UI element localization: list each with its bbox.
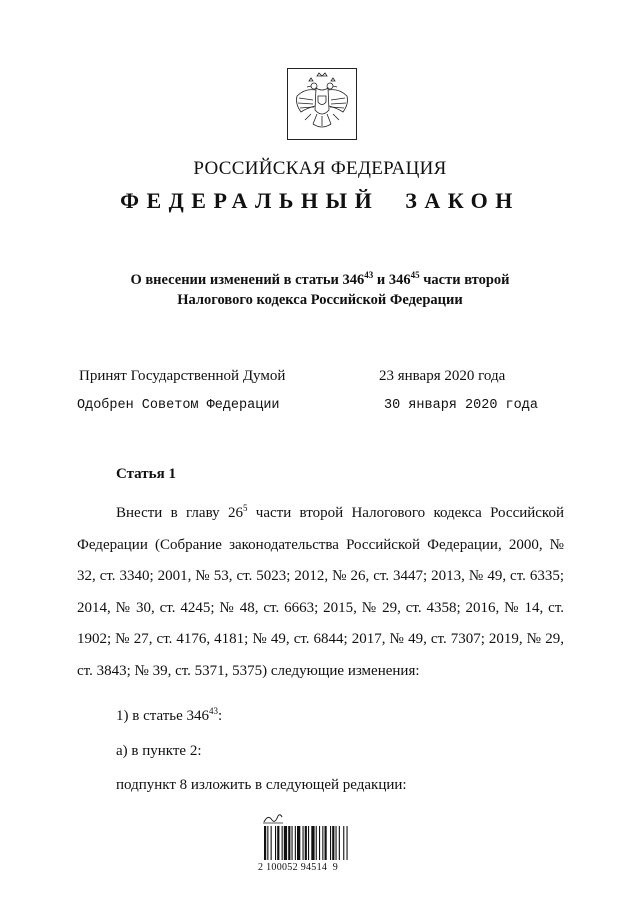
paragraph-text-part: части второй Налогового кодекса Российской Федерации (Собрание законодательства Российской Федерации, 2000, № 32, ст. 3340; 2001, № 53, ст. 5023; 2012, № 26, ст. 3447; 2013, № 49, ст. 6335; 2014, № 30, ст. 4245; № 48, ст. 6663; 2015, № 29, ст. 4358; 2016, № 14, ст. 1902; № 27, ст. 4176, 4181; № 49, ст. 6844; 2017, № 49, ст. 7307; 2019, № 29, ст. 3843; № 39, ст. 5371, 5375) следующие изменения: xyxy=(77,505,564,679)
law-title-line-1 xyxy=(0,270,640,290)
law-title xyxy=(0,270,640,310)
article-item-3: подпункт 8 изложить в следующей редакции: xyxy=(116,777,407,793)
barcode-number: 2 100052 94514 9 xyxy=(258,862,339,873)
adopted-date: 23 января 2020 года xyxy=(379,368,506,384)
chapter-superscript: 5 xyxy=(242,503,248,513)
article-item-2: а) в пункте 2: xyxy=(116,743,202,759)
item-superscript: 43 xyxy=(209,706,219,716)
law-type-heading xyxy=(0,188,640,214)
adopted-label: Принят Государственной Думой xyxy=(79,368,286,384)
law-type-word-federal: ФЕДЕРАЛЬНЫЙ xyxy=(120,188,380,213)
title-text-part: части второй xyxy=(419,272,510,288)
coat-of-arms-emblem xyxy=(287,68,357,140)
approved-date: 30 января 2020 года xyxy=(384,398,538,413)
country-heading: РОССИЙСКАЯ ФЕДЕРАЦИЯ xyxy=(193,158,447,179)
paragraph-text-part: Внести в главу 26 xyxy=(116,505,243,521)
article-heading: Статья 1 xyxy=(116,466,176,482)
item-text-part: 1) в статье 346 xyxy=(116,708,210,724)
title-text-part: О внесении изменений в статьи 346 xyxy=(130,272,365,288)
law-type-word-law: ЗАКОН xyxy=(405,188,520,213)
barcode-signature-mark xyxy=(262,812,284,824)
title-superscript: 45 xyxy=(410,270,420,281)
article-item-1 xyxy=(116,708,222,725)
article-paragraph xyxy=(77,498,564,687)
barcode xyxy=(262,826,374,862)
approved-label: Одобрен Советом Федерации xyxy=(77,398,280,413)
item-text-part: : xyxy=(218,708,223,724)
title-superscript: 43 xyxy=(364,270,374,281)
title-text-part: и 346 xyxy=(373,272,411,288)
law-title-line-2: Налогового кодекса Российской Федерации xyxy=(177,292,463,308)
